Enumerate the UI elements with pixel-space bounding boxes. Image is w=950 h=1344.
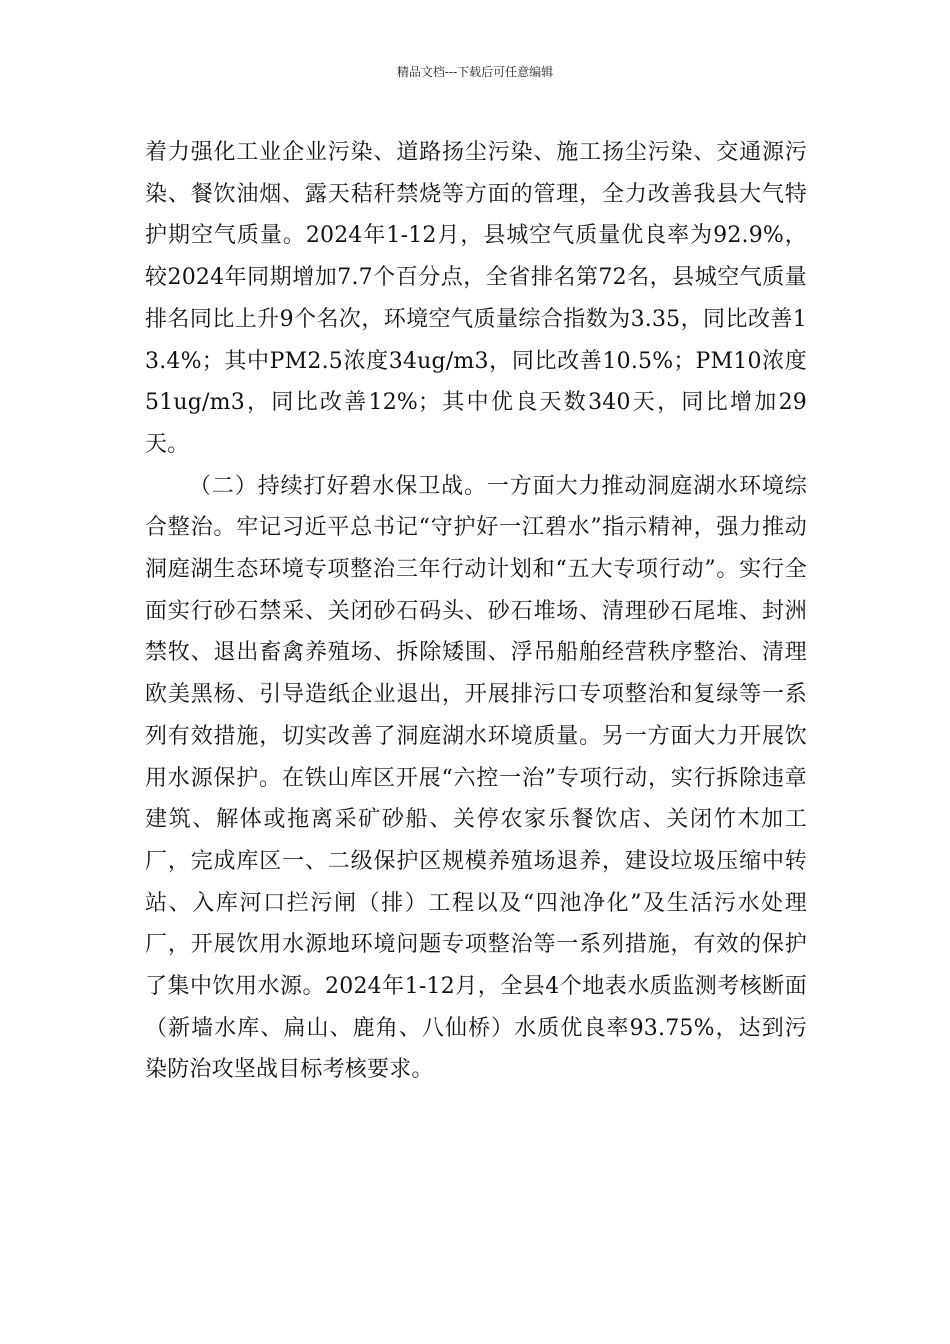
paragraph-water-protection: （二）持续打好碧水保卫战。一方面大力推动洞庭湖水环境综合整治。牢记习近平总书记“守护好一江碧水”指示精神，强力推动洞庭湖生态环境专项整治三年行动计划和“五大专项行动”。实行全面实行砂石禁采、关闭砂石码头、砂石堆场、清理砂石尾堆、封洲禁牧、退出畜禽养殖场、拆除矮围、浮吊船舶经营秩序整治、清理欧美黑杨、引导造纸企业退出，开展排污口专项整治和复绿等一系列有效措施，切实改善了洞庭湖水环境质量。另一方面大力开展饮用水源保护。在铁山库区开展“六控一治”专项行动，实行拆除违章建筑、解体或拖离采矿砂船、关停农家乐餐饮店、关闭竹木加工厂，完成库区一、二级保护区规模养殖场退养，建设垃圾压缩中转站、入库河口拦污闸（排）工程以及“四池净化”及生活污水处理厂，开展饮用水源地环境问题专项整治等一系列措施，有效的保护了集中饮用水源。2024年1-12月，全县4个地表水质监测考核断面（新墙水库、扁山、鹿角、八仙桥）水质优良率93.75%，达到污染防治攻坚战目标考核要求。: [145, 473, 807, 1083]
document-body: [145, 132, 807, 1091]
paragraph-air-quality: 着力强化工业企业污染、道路扬尘污染、施工扬尘污染、交通源污染、餐饮油烟、露天秸秆禁烧等方面的管理，全力改善我县大气特护期空气质量。2024年1-12月，县城空气质量优良率为92.9%，较2024年同期增加7.7个百分点，全省排名第72名，县城空气质量排名同比上升9个名次，环境空气质量综合指数为3.35，同比改善13.4%；其中PM2.5浓度34ug/m3，同比改善10.5%；PM10浓度51ug/m3，同比改善12%；其中优良天数340天，同比增加29天。: [145, 140, 807, 457]
page-header: 精品文档---下载后可任意编辑: [396, 65, 554, 79]
